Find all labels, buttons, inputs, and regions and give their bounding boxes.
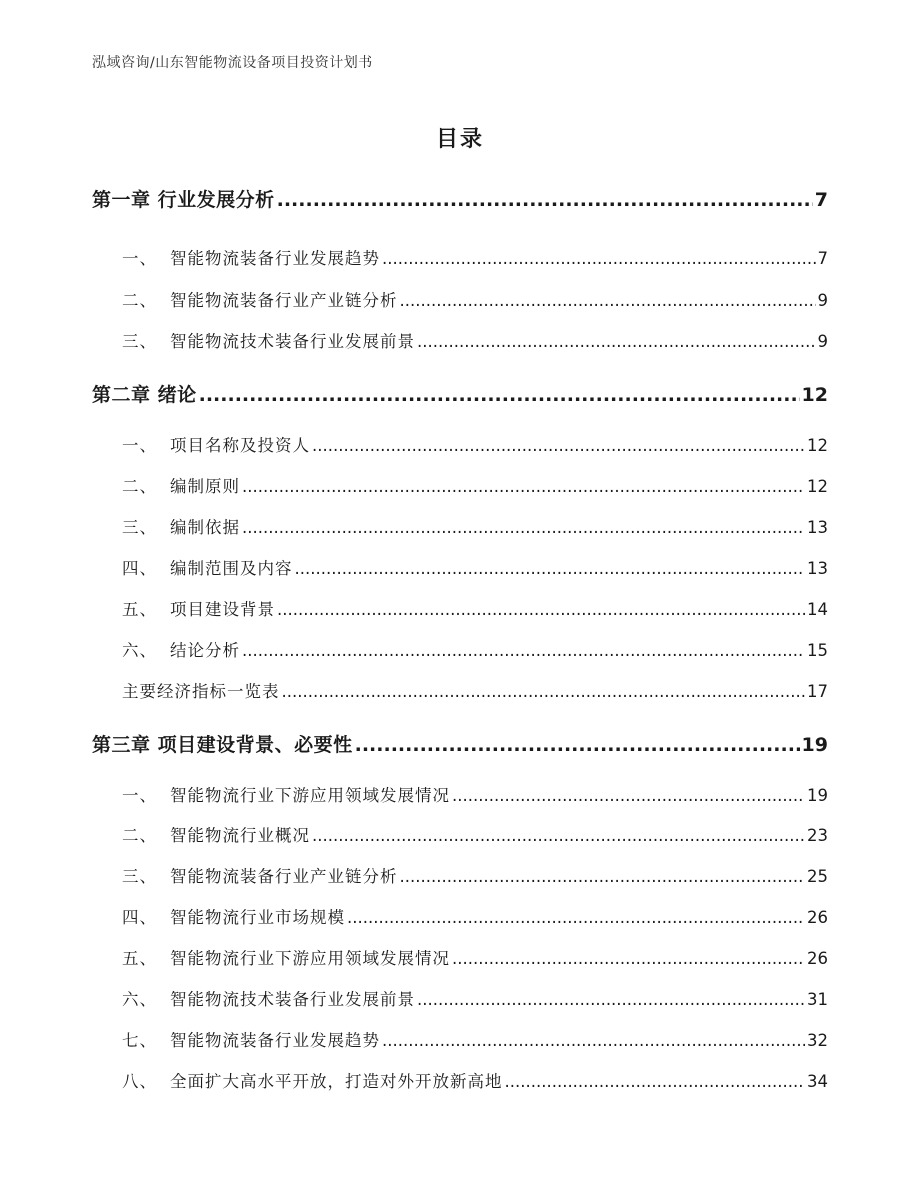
toc-entry-number: 六、 bbox=[122, 990, 157, 1009]
toc-entry-label: 第二章 绪论 bbox=[92, 384, 197, 406]
dot-leader bbox=[400, 867, 806, 886]
dot-leader bbox=[277, 189, 813, 211]
toc-entry-page-number: 25 bbox=[807, 867, 828, 886]
toc-chapter-entry[interactable] bbox=[92, 730, 828, 757]
dot-leader bbox=[242, 518, 805, 537]
toc-chapter-entry[interactable] bbox=[92, 380, 828, 407]
toc-entry-number: 二、 bbox=[122, 291, 157, 310]
dot-leader bbox=[295, 559, 806, 578]
toc-entry-label: 编制范围及内容 bbox=[170, 559, 293, 578]
toc-section-entry[interactable] bbox=[92, 473, 828, 497]
toc-entry-number: 二、 bbox=[122, 477, 157, 496]
toc-entry-number: 六、 bbox=[122, 641, 157, 660]
toc-entry-label: 第一章 行业发展分析 bbox=[92, 189, 275, 211]
toc-entry-label: 智能物流技术装备行业发展前景 bbox=[170, 332, 415, 351]
toc-entry-page-number: 7 bbox=[814, 189, 828, 211]
toc-entry-label: 编制依据 bbox=[170, 518, 240, 537]
toc-entry-label: 智能物流装备行业产业链分析 bbox=[170, 291, 398, 310]
toc-entry-page-number: 12 bbox=[801, 384, 828, 406]
dot-leader bbox=[452, 949, 805, 968]
dot-leader bbox=[417, 990, 805, 1009]
toc-entry-page-number: 13 bbox=[807, 518, 828, 537]
toc-entry-label: 项目名称及投资人 bbox=[170, 436, 310, 455]
toc-entry-page-number: 23 bbox=[807, 826, 828, 845]
toc-entry-number: 四、 bbox=[122, 908, 157, 927]
toc-entry-page-number: 17 bbox=[807, 682, 828, 701]
toc-entry-number: 一、 bbox=[122, 249, 157, 268]
toc-entry-label: 结论分析 bbox=[170, 641, 240, 660]
toc-entry-label: 第三章 项目建设背景、必要性 bbox=[92, 734, 353, 756]
toc-entry-label: 智能物流技术装备行业发展前景 bbox=[170, 990, 415, 1009]
dot-leader bbox=[282, 682, 806, 701]
dot-leader bbox=[242, 477, 805, 496]
dot-leader bbox=[382, 249, 816, 268]
dot-leader bbox=[417, 332, 816, 351]
toc-entry-number: 一、 bbox=[122, 436, 157, 455]
dot-leader bbox=[452, 786, 805, 805]
toc-entry-page-number: 19 bbox=[807, 786, 828, 805]
toc-section-entry[interactable] bbox=[92, 863, 828, 887]
toc-entry-label: 智能物流行业概况 bbox=[170, 826, 310, 845]
toc-entry-label: 编制原则 bbox=[170, 477, 240, 496]
toc-entry-page-number: 15 bbox=[807, 641, 828, 660]
toc-entry-number: 五、 bbox=[122, 949, 157, 968]
dot-leader bbox=[382, 1031, 805, 1050]
toc-entry-label: 智能物流行业市场规模 bbox=[170, 908, 345, 927]
toc-entry-page-number: 26 bbox=[807, 908, 828, 927]
toc-entry-number: 四、 bbox=[122, 559, 157, 578]
dot-leader bbox=[312, 436, 805, 455]
dot-leader bbox=[400, 291, 816, 310]
toc-section-entry[interactable] bbox=[92, 245, 828, 269]
toc-section-entry[interactable] bbox=[92, 822, 828, 846]
toc-section-entry[interactable] bbox=[92, 782, 828, 806]
toc-section-entry[interactable] bbox=[92, 945, 828, 969]
dot-leader bbox=[277, 600, 805, 619]
toc-entry-number: 三、 bbox=[122, 867, 157, 886]
toc-entry-page-number: 34 bbox=[807, 1072, 828, 1091]
toc-entry-number: 一、 bbox=[122, 786, 157, 805]
page-header-note: 泓域咨询/山东智能物流设备项目投资计划书 bbox=[92, 55, 373, 71]
toc-entry-number: 三、 bbox=[122, 518, 157, 537]
toc-section-entry[interactable] bbox=[92, 328, 828, 352]
toc-entry-page-number: 14 bbox=[807, 600, 828, 619]
toc-entry-number: 七、 bbox=[122, 1031, 157, 1050]
toc-section-entry[interactable] bbox=[92, 986, 828, 1010]
toc-entry-label: 全面扩大高水平开放，打造对外开放新高地 bbox=[170, 1072, 503, 1091]
toc-entry-label: 智能物流装备行业产业链分析 bbox=[170, 867, 398, 886]
toc-section-entry[interactable] bbox=[92, 555, 828, 579]
toc-section-entry[interactable] bbox=[92, 514, 828, 538]
toc-entry-number: 八、 bbox=[122, 1072, 157, 1091]
dot-leader bbox=[199, 384, 800, 406]
toc-entry-number: 三、 bbox=[122, 332, 157, 351]
dot-leader bbox=[242, 641, 805, 660]
toc-section-entry[interactable] bbox=[92, 678, 828, 702]
toc-entry-page-number: 9 bbox=[817, 332, 828, 351]
toc-entry-page-number: 26 bbox=[807, 949, 828, 968]
toc-entry-label: 智能物流装备行业发展趋势 bbox=[170, 249, 380, 268]
toc-chapter-entry[interactable] bbox=[92, 185, 828, 212]
dot-leader bbox=[312, 826, 805, 845]
toc-section-entry[interactable] bbox=[92, 596, 828, 620]
toc-entry-label: 智能物流行业下游应用领域发展情况 bbox=[170, 786, 450, 805]
dot-leader bbox=[355, 734, 800, 756]
dot-leader bbox=[347, 908, 805, 927]
toc-title: 目录 bbox=[435, 127, 484, 152]
toc-entry-page-number: 19 bbox=[801, 734, 828, 756]
toc-entry-number: 五、 bbox=[122, 600, 157, 619]
toc-entry-label: 主要经济指标一览表 bbox=[122, 682, 280, 701]
toc-entry-label: 项目建设背景 bbox=[170, 600, 275, 619]
toc-entry-page-number: 7 bbox=[817, 249, 828, 268]
toc-section-entry[interactable] bbox=[92, 1068, 828, 1092]
dot-leader bbox=[505, 1072, 806, 1091]
toc-entry-label: 智能物流行业下游应用领域发展情况 bbox=[170, 949, 450, 968]
toc-entry-page-number: 9 bbox=[817, 291, 828, 310]
toc-entry-number: 二、 bbox=[122, 826, 157, 845]
toc-entry-page-number: 12 bbox=[807, 436, 828, 455]
toc-section-entry[interactable] bbox=[92, 1027, 828, 1051]
toc-entry-page-number: 12 bbox=[807, 477, 828, 496]
toc-entry-page-number: 13 bbox=[807, 559, 828, 578]
toc-section-entry[interactable] bbox=[92, 904, 828, 928]
toc-entry-page-number: 32 bbox=[807, 1031, 828, 1050]
toc-section-entry[interactable] bbox=[92, 637, 828, 661]
toc-section-entry[interactable] bbox=[92, 287, 828, 311]
toc-entry-page-number: 31 bbox=[807, 990, 828, 1009]
toc-section-entry[interactable] bbox=[92, 432, 828, 456]
toc-entry-label: 智能物流装备行业发展趋势 bbox=[170, 1031, 380, 1050]
